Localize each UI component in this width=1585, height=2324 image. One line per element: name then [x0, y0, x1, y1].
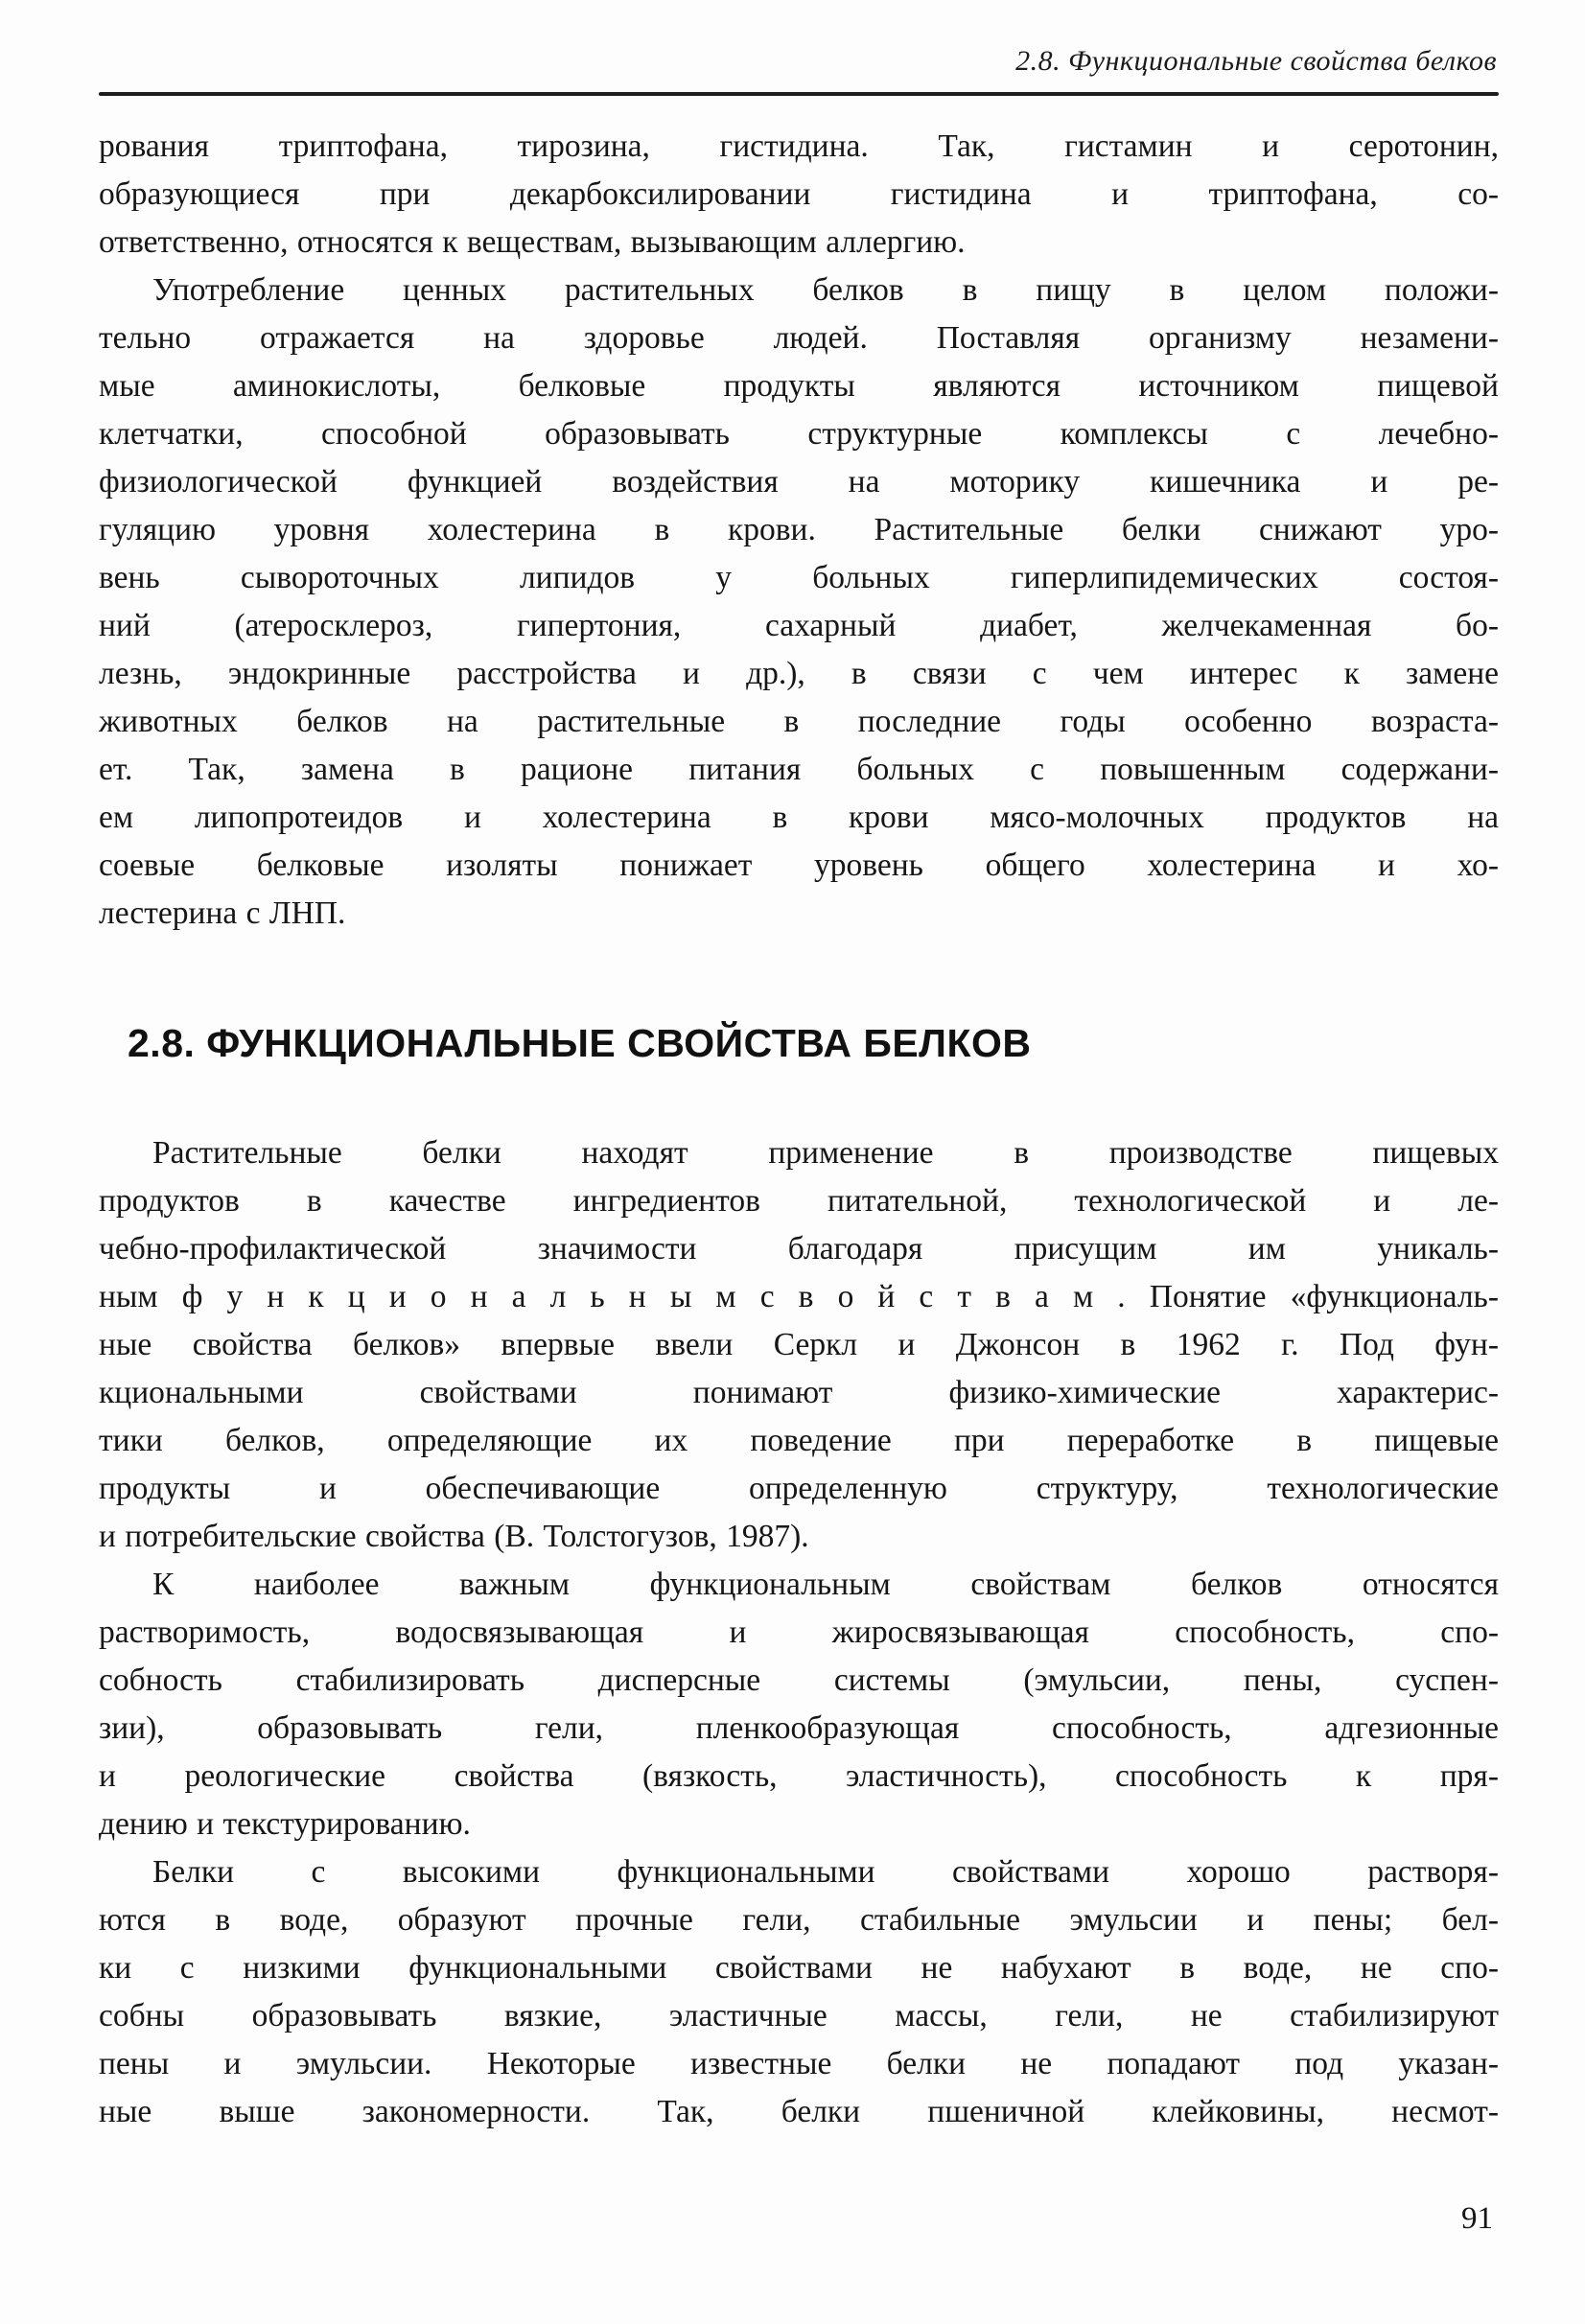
- text-line: соевые белковые изоляты понижает уровень общего холестерина и хо-: [99, 848, 1499, 883]
- section-heading: 2.8. ФУНКЦИОНАЛЬНЫЕ СВОЙСТВА БЕЛКОВ: [128, 1021, 1032, 1065]
- body-text-before-heading: [99, 123, 1499, 938]
- text-line: рования триптофана, тирозина, гистидина. Так, гистамин и серотонин,: [99, 128, 1499, 164]
- text-line: зии), образовывать гели, пленкообразующая способность, адгезионные: [99, 1710, 1499, 1746]
- text-line: ные свойства белков» впервые ввели Серкл и Джонсон в 1962 г. Под фун-: [99, 1327, 1499, 1362]
- text-line: чебно-профилактической значимости благодаря присущим им уникаль-: [99, 1231, 1499, 1267]
- paragraph: [99, 123, 1499, 267]
- text-line: тельно отражается на здоровье людей. Поставляя организму незамени-: [99, 320, 1499, 356]
- header-divider-rule: [99, 92, 1499, 96]
- text-line: гуляцию уровня холестерина в крови. Растительные белки снижают уро-: [99, 512, 1499, 547]
- text-line: и реологические свойства (вязкость, эластичность), способность к пря-: [99, 1758, 1499, 1794]
- text-line: тики белков, определяющие их поведение при переработке в пищевые: [99, 1423, 1499, 1458]
- body-text-after-heading: [99, 1129, 1499, 2136]
- text-line: мые аминокислоты, белковые продукты являются источником пищевой: [99, 368, 1499, 404]
- text-line: ются в воде, образуют прочные гели, стабильные эмульсии и пены; бел-: [99, 1902, 1499, 1938]
- page-number: 91: [1461, 2201, 1493, 2236]
- text-line: и потребительские свойства (В. Толстогузов, 1987).: [99, 1519, 809, 1554]
- paragraph: [99, 1129, 1499, 1561]
- paragraph: [99, 1561, 1499, 1848]
- text-line: ки с низкими функциональными свойствами не набухают в воде, не спо-: [99, 1950, 1499, 1986]
- text-line: дению и текстурированию.: [99, 1806, 471, 1842]
- text-line: Употребление ценных растительных белков в пищу в целом положи-: [152, 272, 1499, 308]
- text-line: вень сывороточных липидов у больных гиперлипидемических состоя-: [99, 560, 1499, 595]
- text-line: ным ф у н к ц и о н а л ь н ы м с в о й с т в а м . Понятие «функциональ-: [99, 1279, 1499, 1314]
- text-line: клетчатки, способной образовывать структурные комплексы с лечебно-: [99, 416, 1499, 452]
- text-line: кциональными свойствами понимают физико-химические характерис-: [99, 1375, 1499, 1410]
- text-line: ет. Так, замена в рационе питания больных с повышенным содержани-: [99, 752, 1499, 787]
- text-line: образующиеся при декарбоксилировании гистидина и триптофана, со-: [99, 176, 1499, 212]
- paragraph: [99, 267, 1499, 938]
- text-line: Растительные белки находят применение в производстве пищевых: [152, 1135, 1499, 1171]
- paragraph: [99, 1848, 1499, 2136]
- text-line: ем липопротеидов и холестерина в крови мясо-молочных продуктов на: [99, 800, 1499, 835]
- text-line: собны образовывать вязкие, эластичные массы, гели, не стабилизируют: [99, 1998, 1499, 2034]
- text-line: пены и эмульсии. Некоторые известные белки не попадают под указан-: [99, 2046, 1499, 2081]
- text-line: лезнь, эндокринные расстройства и др.), в связи с чем интерес к замене: [99, 656, 1499, 691]
- text-line: собность стабилизировать дисперсные системы (эмульсии, пены, суспен-: [99, 1662, 1499, 1698]
- text-line: растворимость, водосвязывающая и жиросвязывающая способность, спо-: [99, 1615, 1499, 1650]
- text-line: лестерина с ЛНП.: [99, 895, 346, 931]
- running-head: 2.8. Функциональные свойства белков: [1015, 45, 1497, 77]
- text-line: продукты и обеспечивающие определенную структуру, технологические: [99, 1471, 1499, 1506]
- text-line: животных белков на растительные в последние годы особенно возраста-: [99, 704, 1499, 739]
- text-line: продуктов в качестве ингредиентов питательной, технологической и ле-: [99, 1183, 1499, 1219]
- text-line: К наиболее важным функциональным свойствам белков относятся: [152, 1567, 1499, 1602]
- text-line: ные выше закономерности. Так, белки пшеничной клейковины, несмот-: [99, 2094, 1499, 2129]
- text-line: физиологической функцией воздействия на моторику кишечника и ре-: [99, 464, 1499, 500]
- text-line: Белки с высокими функциональными свойствами хорошо растворя-: [152, 1854, 1499, 1890]
- text-line: ответственно, относятся к веществам, вызывающим аллергию.: [99, 224, 966, 260]
- text-line: ний (атеросклероз, гипертония, сахарный диабет, желчекаменная бо-: [99, 608, 1499, 643]
